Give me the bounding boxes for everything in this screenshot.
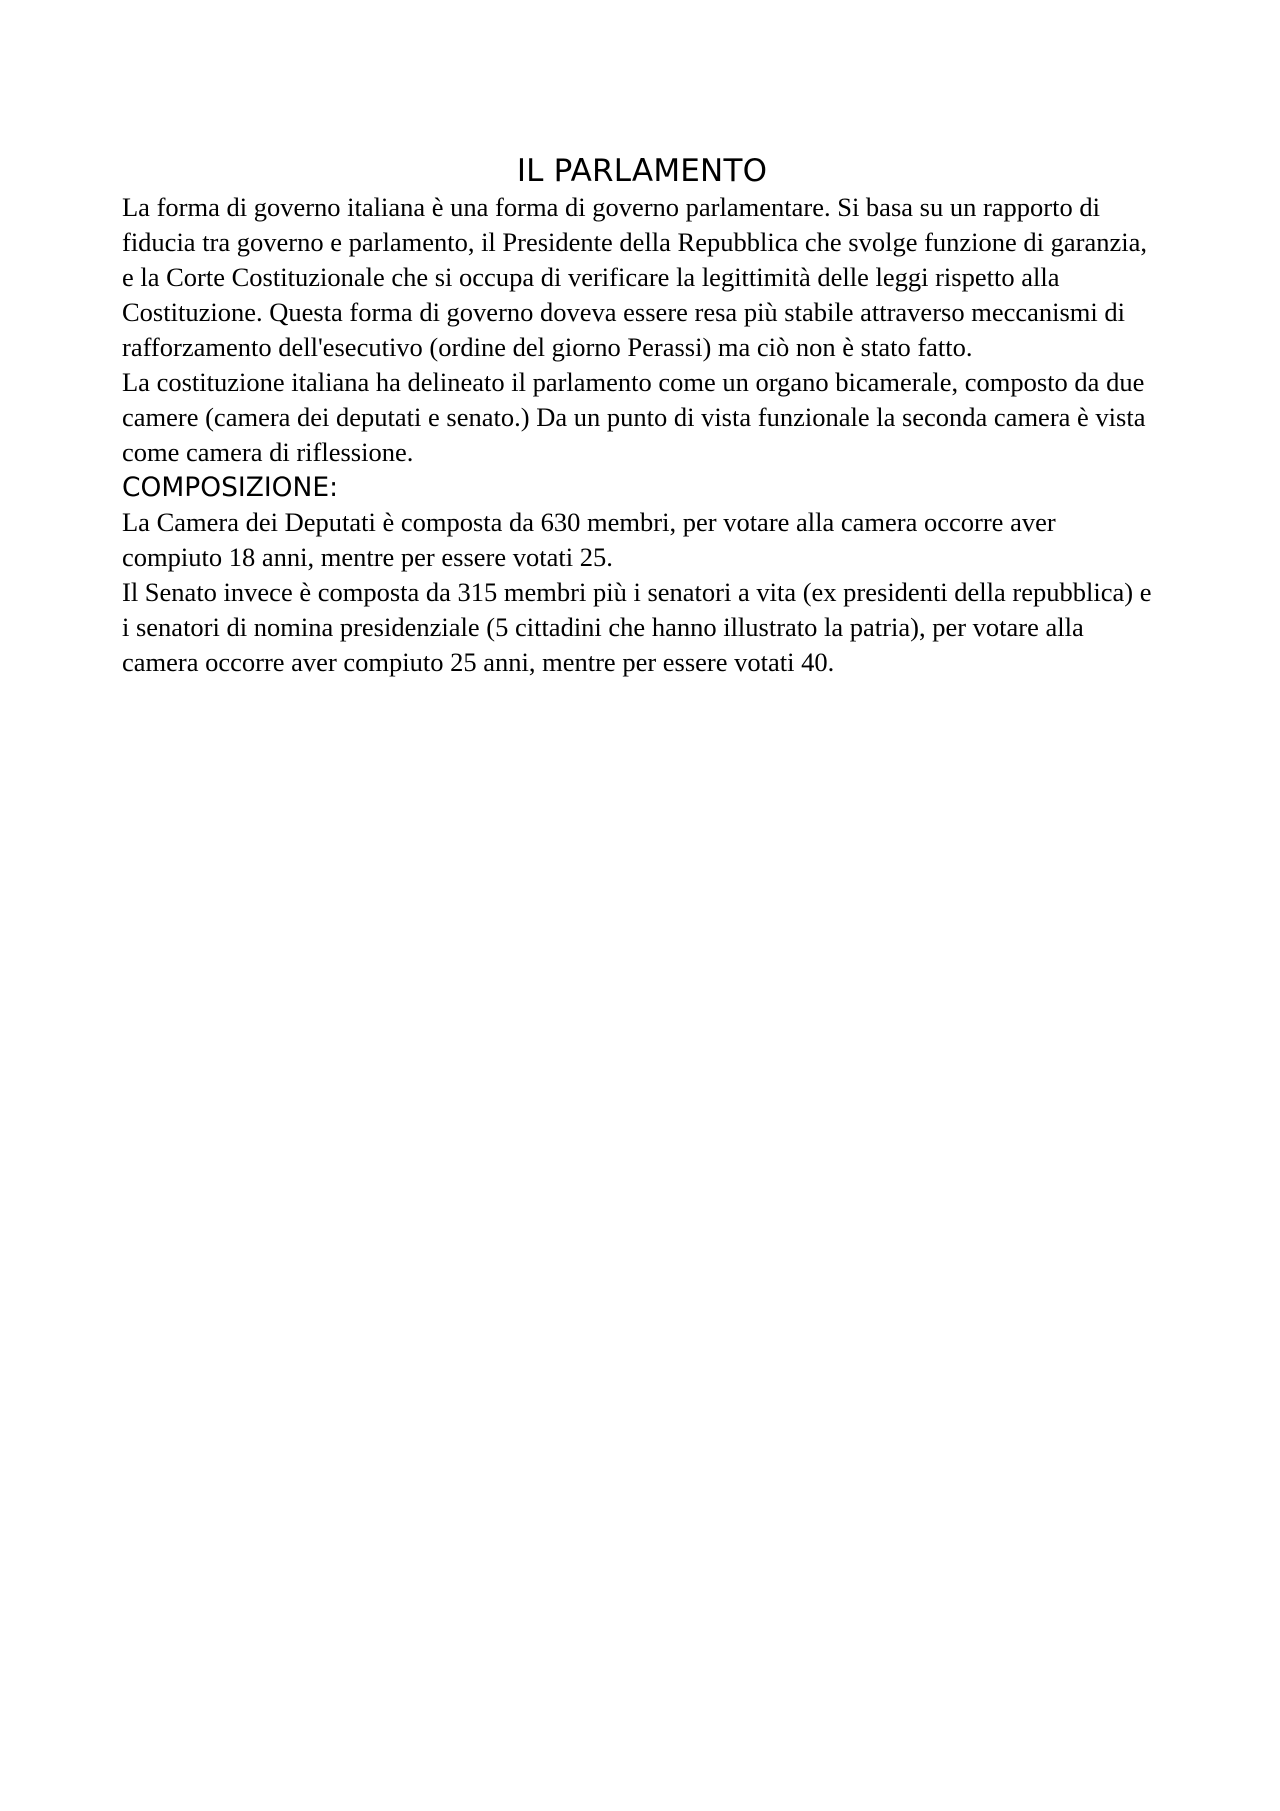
intro-paragraph-bicamerale: La costituzione italiana ha delineato il parlamento come un organo bicamerale, composto da due camere (camera dei deputati e senato.) Da un punto di vista funzionale la seconda camera è vista come camera di riflessione. bbox=[122, 367, 1146, 467]
intro-paragraph-governo: La forma di governo italiana è una forma di governo parlamentare. Si basa su un rapporto di fiducia tra governo e parlamento, il Presidente della Repubblica che svolge funzione di garanzia, e la Corte Costituzionale che si occupa di verificare la legittimità delle leggi rispetto alla Costituzione. Questa forma di governo doveva essere resa più stabile attraverso meccanismi di rafforzamento dell'esecutivo (ordine del giorno Perassi) ma ciò non è stato fatto. bbox=[122, 192, 1148, 362]
paragraph-camera-deputati: La Camera dei Deputati è composta da 630 membri, per votare alla camera occorre aver compiuto 18 anni, mentre per essere votati 25. bbox=[122, 507, 1056, 572]
paragraph-senato: Il Senato invece è composta da 315 membri più i senatori a vita (ex presidenti della repubblica) e i senatori di nomina presidenziale (5 cittadini che hanno illustrato la patria), per votare alla camera occorre aver compiuto 25 anni, mentre per essere votati 40. bbox=[122, 577, 1152, 677]
section-heading-composizione: COMPOSIZIONE: bbox=[122, 472, 339, 503]
document-body bbox=[122, 152, 1162, 680]
document-title: IL PARLAMENTO bbox=[516, 153, 768, 189]
